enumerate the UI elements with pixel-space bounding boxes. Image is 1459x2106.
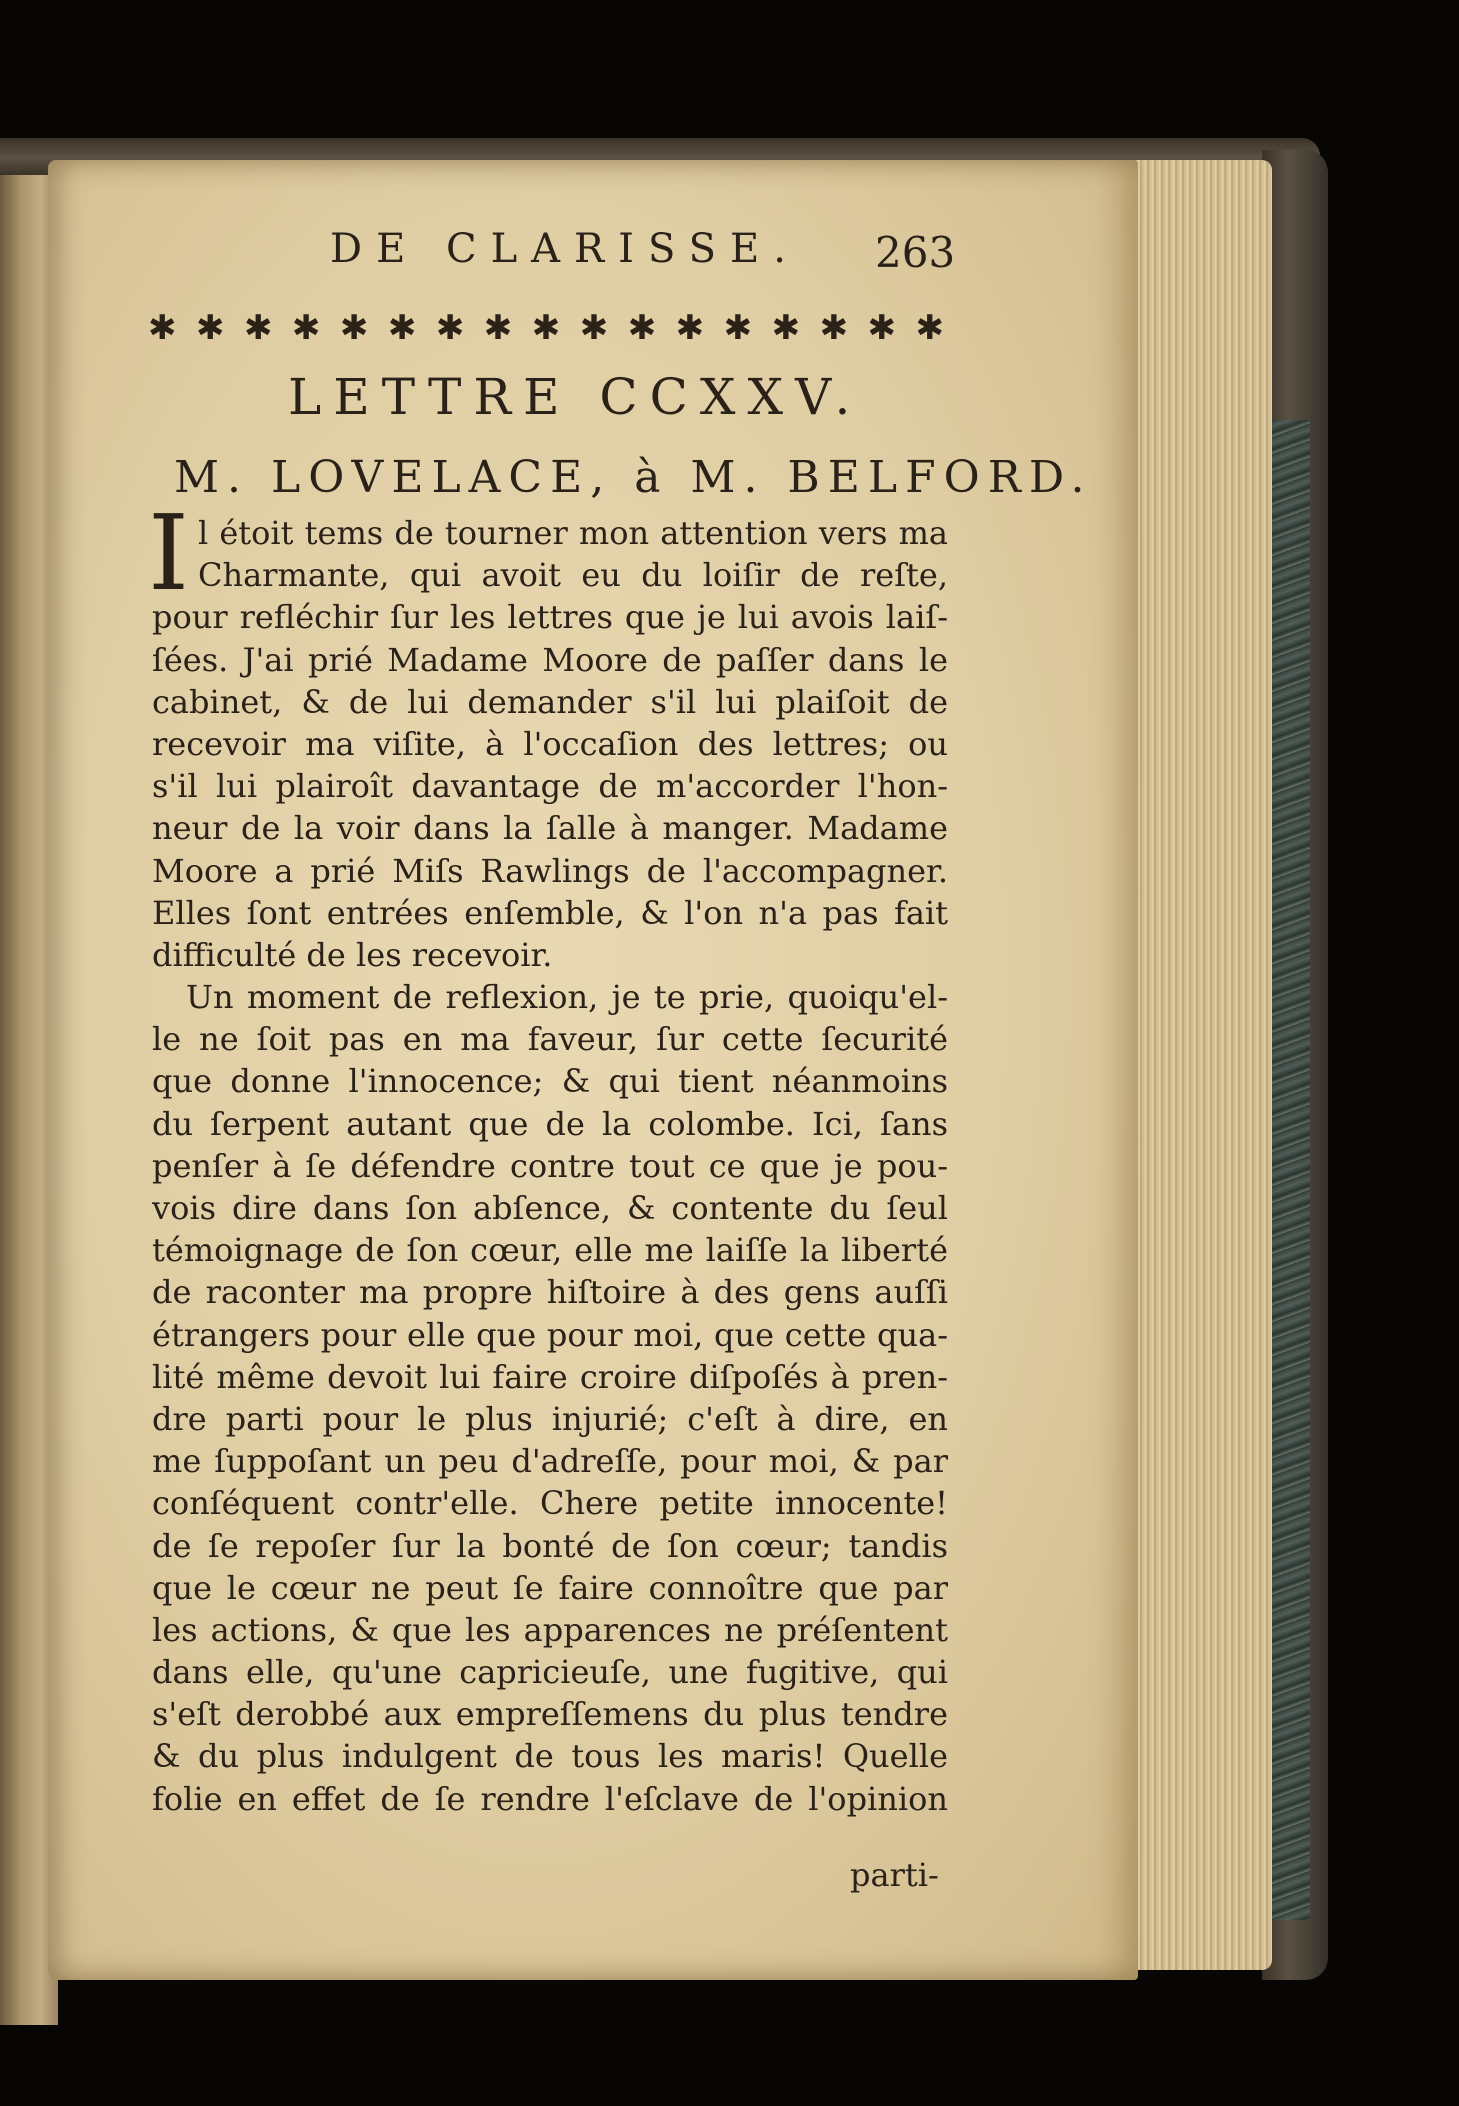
text-line: du ſerpent autant que de la colombe. Ici, ſans [152, 1104, 948, 1143]
text-line: s'il lui plairoît davantage de m'accorder l'hon- [152, 767, 948, 806]
page-edges [1122, 160, 1272, 1970]
text-line: s'eſt derobbé aux empreſſemens du plus tendre [152, 1695, 948, 1734]
text-line: que donne l'innocence; & qui tient néanmoins [152, 1062, 948, 1101]
text-line: me ſuppoſant un peu d'adreſſe, pour moi, & par [152, 1442, 948, 1481]
text-line: recevoir ma viſite, à l'occaſion des lettres; ou [152, 724, 948, 763]
running-head: DE CLARISSE. [330, 226, 800, 272]
text-line: l étoit tems de tourner mon attention vers ma [198, 514, 948, 552]
text-line: pour refléchir ſur les lettres que je lui avois laiſ- [152, 598, 948, 637]
text-line: de ſe repoſer ſur la bonté de ſon cœur; tandis [152, 1526, 948, 1565]
marbled-cover-pattern [1272, 420, 1310, 1920]
asterisk-ornament: ✱ [435, 308, 469, 348]
text-line: de raconter ma propre hiſtoire à des gens auſſi [152, 1273, 948, 1312]
asterisk-ornament: ✱ [819, 308, 853, 348]
asterisk-ornament: ✱ [627, 308, 661, 348]
text-line: dre parti pour le plus injurié; c'eſt à dire, en [152, 1399, 948, 1438]
drop-cap: I [148, 492, 190, 614]
text-line: témoignage de ſon cœur, elle me laiſſe la liberté [152, 1231, 948, 1270]
asterisk-ornament: ✱ [531, 308, 565, 348]
text-line: conſéquent contr'elle. Chere petite innocente! [152, 1484, 948, 1523]
asterisk-ornament: ✱ [723, 308, 757, 348]
asterisk-ornament: ✱ [387, 308, 421, 348]
catchword: parti- [850, 1856, 939, 1894]
letter-heading: LETTRE CCXXV. [288, 368, 863, 426]
text-line: neur de la voir dans la ſalle à manger. Madame [152, 809, 948, 848]
text-line: vois dire dans ſon abſence, & contente du ſeul [152, 1189, 948, 1227]
asterisk-ornament: ✱ [867, 308, 901, 348]
text-line: difficulté de les recevoir. [152, 935, 553, 974]
asterisk-ornament: ✱ [579, 308, 613, 348]
asterisk-ornament: ✱ [771, 308, 805, 348]
text-line: le ne ſoit pas en ma faveur, ſur cette ſecurité [152, 1020, 948, 1059]
text-line: Un moment de reflexion, je te prie, quoiqu'el- [186, 978, 948, 1017]
text-line: Charmante, qui avoit eu du loiſir de reſte, [198, 556, 948, 595]
body-text [152, 512, 948, 1820]
page-number: 263 [875, 228, 956, 277]
asterisk-ornament: ✱ [195, 308, 229, 348]
asterisk-ornament: ✱ [483, 308, 517, 348]
text-line: ſées. J'ai prié Madame Moore de paſſer dans le [152, 640, 948, 679]
letter-salutation: M. LOVELACE, à M. BELFORD. [174, 452, 1093, 503]
text-line: folie en effet de ſe rendre l'eſclave de l'opinion [152, 1779, 948, 1818]
asterisk-ornament: ✱ [915, 308, 948, 348]
text-line: lité même devoit lui faire croire diſpoſés à pren- [152, 1357, 948, 1396]
asterisk-ornament: ✱ [243, 308, 277, 348]
asterisk-ornament: ✱ [291, 308, 325, 348]
text-line: que le cœur ne peut ſe faire connoître que par [152, 1568, 948, 1607]
asterisk-ornament: ✱ [339, 308, 373, 348]
text-line: penſer à ſe défendre contre tout ce que je pou- [152, 1146, 948, 1185]
text-line: étrangers pour elle que pour moi, que cette qua- [152, 1315, 948, 1354]
asterisk-ornament: ✱ [675, 308, 709, 348]
text-line: Elles ſont entrées enſemble, & l'on n'a pas fait [152, 893, 948, 932]
asterisk-ornament: ✱ [148, 308, 181, 348]
ornament-divider [148, 308, 948, 348]
text-line: cabinet, & de lui demander s'il lui plaiſoit de [152, 682, 948, 721]
text-line: dans elle, qu'une capricieuſe, une fugitive, qui [152, 1653, 948, 1692]
text-line: les actions, & que les apparences ne préſentent [152, 1610, 948, 1649]
text-line: Moore a prié Miſs Rawlings de l'accompagner. [152, 851, 948, 890]
text-line: & du plus indulgent de tous les maris! Quelle [152, 1737, 948, 1776]
